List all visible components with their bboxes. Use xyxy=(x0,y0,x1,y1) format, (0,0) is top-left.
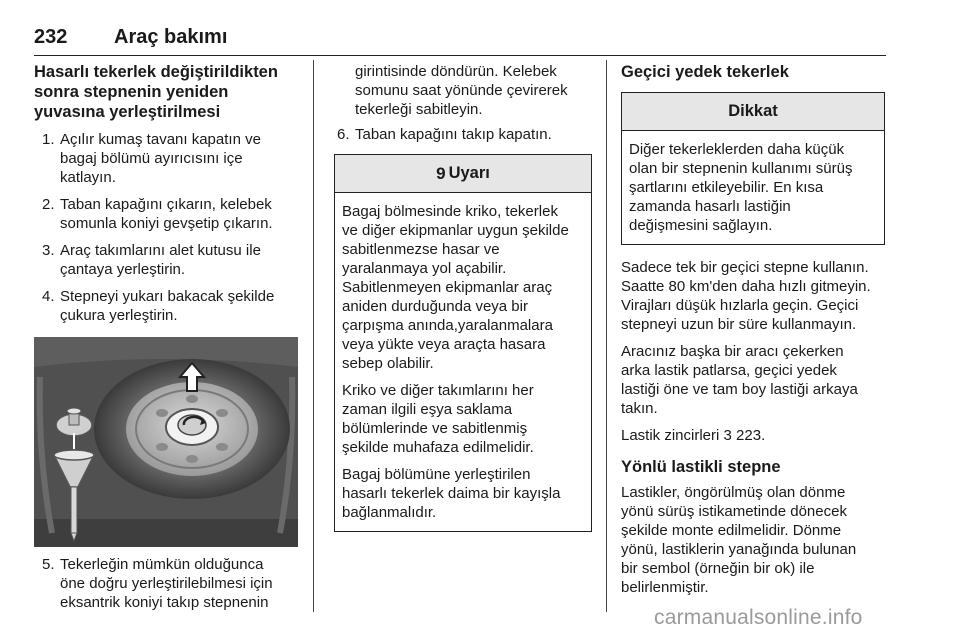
section-heading: Hasarlı tekerlek değiştirildikten sonra stepnenin yeniden yuvasına yerleştirilmesi xyxy=(34,63,278,121)
column-divider xyxy=(606,60,607,612)
caution-box xyxy=(621,92,885,245)
page-number: 232 xyxy=(34,26,68,48)
list-item: 4. Stepneyi yukarı bakacak şekilde çukura yerleştirin. xyxy=(42,288,275,324)
warning-body xyxy=(335,193,591,531)
steps-list xyxy=(34,130,304,325)
left-column xyxy=(34,62,304,612)
warning-paragraph: Bagaj bölmesinde kriko, tekerlek ve diğer ekipmanlar uygun şekilde sabitlenmezse hasar ve yaralanmaya yol açabilir. Sabitlenmeyen ekipmanlar araç aniden durduğunda veya bir çarpışma anında,yaralanmalara veya yükte veya araçta hasara sebep olabilir. xyxy=(342,203,569,372)
middle-column xyxy=(334,62,594,532)
list-item: 3. Araç takımlarını alet kutusu ile çantaya yerleştirin. xyxy=(42,242,261,278)
list-item: 6. Taban kapağını takıp kapatın. xyxy=(337,126,552,143)
body-paragraph: Lastikler, öngörülmüş olan dönme yönü sürüş istikametinde dönecek şekilde monte edilmelidir. Dönme yönü, lastiklerin yanağında bulunan bir sembol (örneğin bir ok) ile belirlenmiştir. xyxy=(621,484,857,596)
page-header xyxy=(34,20,886,56)
right-column xyxy=(621,62,889,597)
list-item: 2. Taban kapağını çıkarın, kelebek somunla koniyi gevşetip çıkarın. xyxy=(42,196,273,232)
list-item: 5. Tekerleğin mümkün olduğunca öne doğru yerleştirilebilmesi için eksantrik koniyi takıp stepnenin xyxy=(42,556,273,611)
body-paragraph: Aracınız başka bir aracı çekerken arka lastik patlarsa, geçici yedek lastiği öne ve tam boy lastiği arkaya takın. xyxy=(621,343,858,417)
spare-wheel-illustration xyxy=(34,337,298,547)
page-ref-icon: 3 xyxy=(723,427,732,444)
steps-list-continued xyxy=(34,555,304,612)
steps-list xyxy=(334,125,594,144)
section-heading: Yönlü lastikli stepne xyxy=(621,458,781,476)
warning-icon: 9 xyxy=(436,164,446,183)
step5-continuation: girintisinde döndürün. Kelebek somunu saat yönünde çevirerek tekerleği sabitleyin. xyxy=(355,63,568,118)
caution-body: Diğer tekerleklerden daha küçük olan bir stepnenin kullanımı sürüş şartlarını etkileyebilir. En kısa zamanda hasarlı lastiğin değişmesini sağlayın. xyxy=(629,141,853,234)
column-divider xyxy=(313,60,314,612)
warning-header xyxy=(335,155,591,193)
warning-paragraph: Kriko ve diğer takımlarını her zaman ilgili eşya saklama bölümlerinde ve sabitlenmiş şekilde muhafaza edilmelidir. xyxy=(342,382,534,456)
caution-title: Dikkat xyxy=(622,93,884,131)
warning-title: Uyarı xyxy=(448,164,490,182)
list-item: 1. Açılır kumaş tavanı kapatın ve bagaj bölümü ayırıcısını içe katlayın. xyxy=(42,131,261,186)
warning-box xyxy=(334,154,592,532)
section-heading: Geçici yedek tekerlek xyxy=(621,63,789,81)
cross-reference: Lastik zincirleri 3 223. xyxy=(621,427,766,444)
warning-paragraph: Bagaj bölümüne yerleştirilen hasarlı tekerlek daima bir kayışla bağlanmalıdır. xyxy=(342,466,561,521)
chapter-title: Araç bakımı xyxy=(114,26,228,48)
body-paragraph: Sadece tek bir geçici stepne kullanın. Saatte 80 km'den daha hızlı gitmeyin. Virajları düşük hızlarla geçin. Geçici stepneyi uzun bir süre kullanmayın. xyxy=(621,259,871,333)
page-ref-link[interactable]: 223. xyxy=(736,427,766,444)
watermark: carmanualsonline.info xyxy=(654,606,863,629)
